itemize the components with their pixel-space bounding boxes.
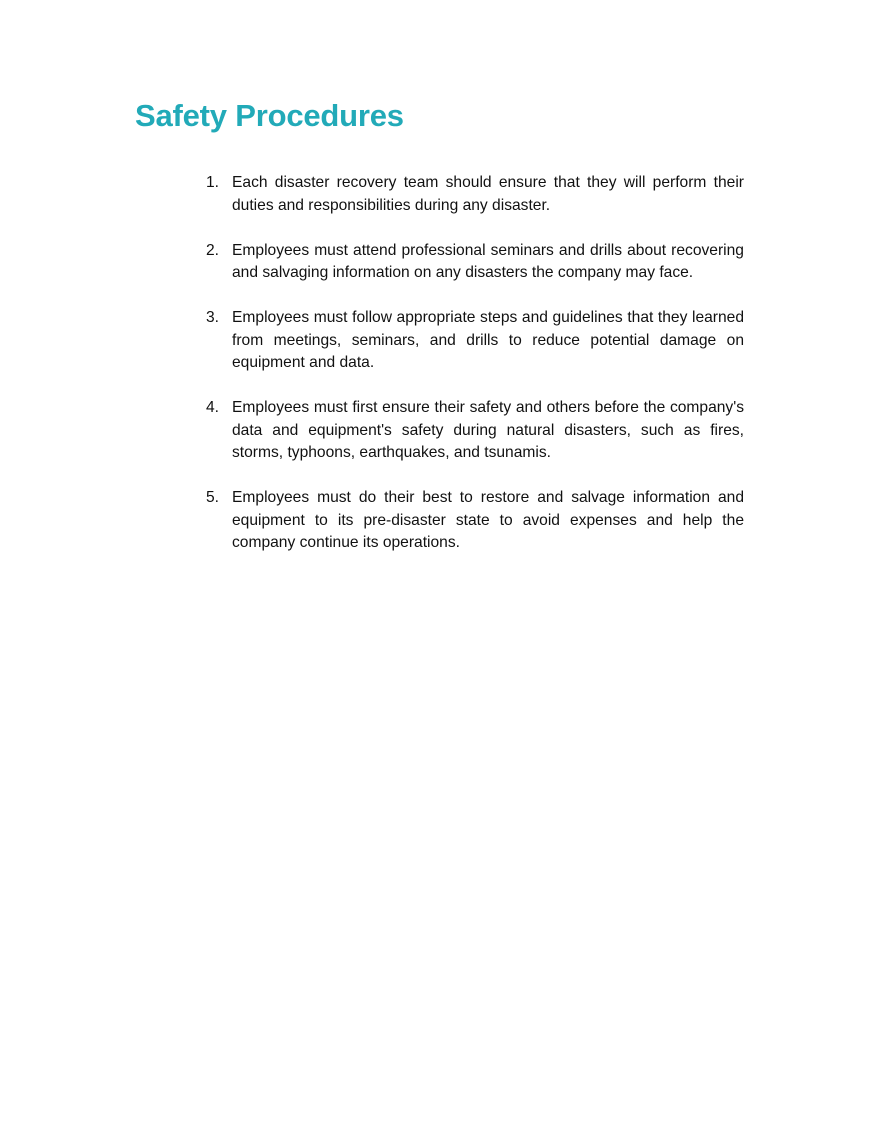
page-title: Safety Procedures <box>135 98 404 133</box>
item-number: 4. <box>206 399 220 416</box>
item-text: Employees must first ensure their safety and others before the company's data and equipment's safety during natural disasters, such as fires, storms, typhoons, earthquakes, and tsunamis. <box>232 399 744 461</box>
item-number: 2. <box>206 241 220 259</box>
item-text: Employees must attend professional seminars and drills about recovering and salvaging information on any disasters the company may face. <box>232 241 744 281</box>
list-item <box>206 487 744 555</box>
list-item <box>206 240 744 285</box>
list-item <box>206 172 744 217</box>
item-text: Employees must follow appropriate steps and guidelines that they learned from meetings, seminars, and drills to reduce potential damage on equipment and data. <box>232 309 744 371</box>
item-number: 3. <box>206 309 220 326</box>
item-number: 5. <box>206 489 220 506</box>
item-number: 1. <box>206 174 220 191</box>
item-text: Each disaster recovery team should ensure that they will perform their duties and responsibilities during any disaster. <box>232 174 744 214</box>
item-text: Employees must do their best to restore and salvage information and equipment to its pre-disaster state to avoid expenses and help the company continue its operations. <box>232 489 744 551</box>
list-item <box>206 307 744 375</box>
procedure-list <box>206 172 744 577</box>
list-item <box>206 397 744 465</box>
